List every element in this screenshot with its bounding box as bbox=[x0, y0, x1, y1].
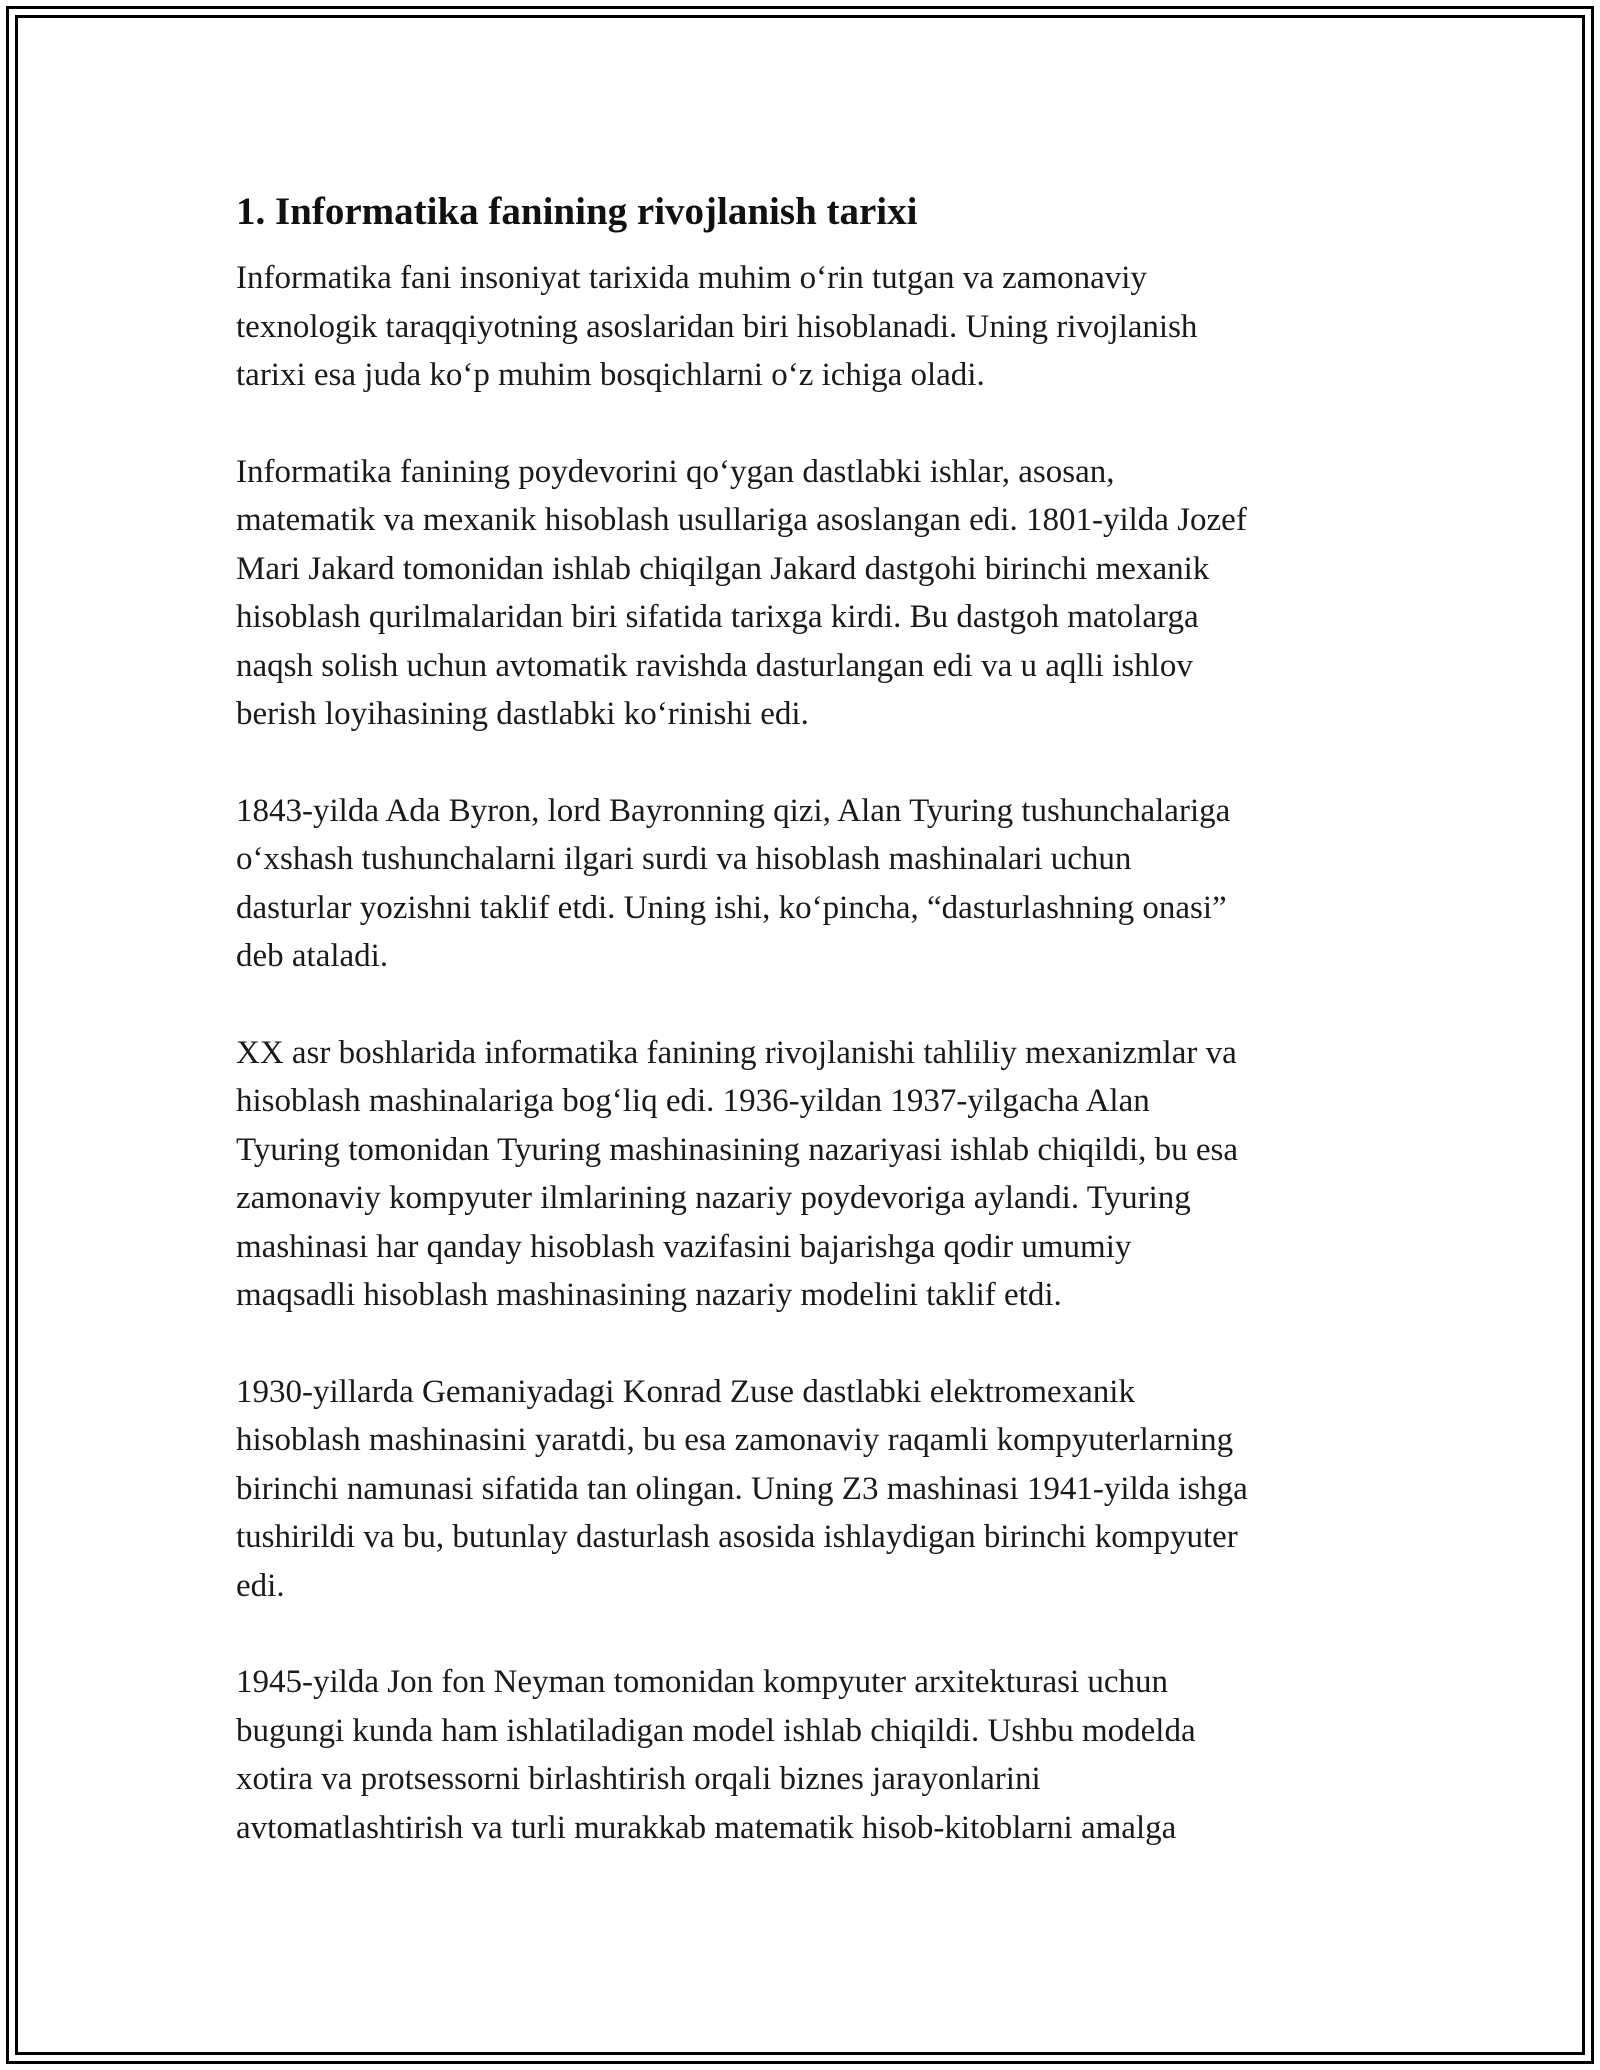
text-line: naqsh solish uchun avtomatik ravishda dasturlangan edi va u aqlli ishlov bbox=[236, 647, 1193, 684]
paragraph-1 bbox=[236, 254, 1386, 400]
text-line: Mari Jakard tomonidan ishlab chiqilgan Jakard dastgohi birinchi mexanik bbox=[236, 550, 1210, 587]
text-line: bugungi kunda ham ishlatiladigan model ishlab chiqildi. Ushbu modelda bbox=[236, 1712, 1196, 1749]
text-line: matematik va mexanik hisoblash usullariga asoslangan edi. 1801-yilda Jozef bbox=[236, 502, 1247, 538]
paragraph-4 bbox=[236, 1029, 1386, 1320]
text-line: tarixi esa juda ko‘p muhim bosqichlarni o‘z ichiga oladi. bbox=[236, 357, 985, 393]
paragraph-3 bbox=[236, 787, 1386, 981]
document-title: 1. Informatika fanining rivojlanish tarixi bbox=[236, 190, 918, 233]
text-line: hisoblash mashinasini yaratdi, bu esa zamonaviy raqamli kompyuterlarning bbox=[236, 1422, 1234, 1458]
text-line: maqsadli hisoblash mashinasining nazariy modelini taklif etdi. bbox=[236, 1277, 1062, 1313]
text-line: avtomatlashtirish va turli murakkab matematik hisob-kitoblarni amalga bbox=[236, 1809, 1177, 1846]
text-line: deb ataladi. bbox=[236, 938, 389, 974]
text-line: 1930-yillarda Gemaniyadagi Konrad Zuse dastlabki elektromexanik bbox=[236, 1373, 1135, 1410]
text-line: XX asr boshlarida informatika fanining rivojlanishi tahliliy mexanizmlar va bbox=[236, 1034, 1237, 1071]
text-line: 1843-yilda Ada Byron, lord Bayronning qizi, Alan Tyuring tushunchalariga bbox=[236, 792, 1231, 829]
paragraph-2 bbox=[236, 448, 1386, 739]
text-line: Informatika fanining poydevorini qo‘ygan dastlabki ishlar, asosan, bbox=[236, 453, 1115, 490]
document-body bbox=[236, 186, 1386, 1900]
text-line: texnologik taraqqiyotning asoslaridan biri hisoblanadi. Uning rivojlanish bbox=[236, 308, 1198, 345]
paragraph-6 bbox=[236, 1658, 1386, 1852]
text-line: o‘xshash tushunchalarni ilgari surdi va hisoblash mashinalari uchun bbox=[236, 841, 1132, 877]
text-line: dasturlar yozishni taklif etdi. Uning ishi, ko‘pincha, “dasturlashning onasi” bbox=[236, 889, 1227, 926]
text-line: xotira va protsessorni birlashtirish orqali biznes jarayonlarini bbox=[236, 1761, 1041, 1797]
text-line: Informatika fani insoniyat tarixida muhim o‘rin tutgan va zamonaviy bbox=[236, 260, 1147, 296]
text-line: Tyuring tomonidan Tyuring mashinasining nazariyasi ishlab chiqildi, bu esa bbox=[236, 1131, 1239, 1168]
text-line: mashinasi har qanday hisoblash vazifasini bajarishga qodir umumiy bbox=[236, 1228, 1132, 1265]
paragraph-5 bbox=[236, 1368, 1386, 1611]
text-line: edi. bbox=[236, 1567, 285, 1604]
text-line: birinchi namunasi sifatida tan olingan. Uning Z3 mashinasi 1941-yilda ishga bbox=[236, 1470, 1248, 1507]
text-line: hisoblash qurilmalaridan biri sifatida tarixga kirdi. Bu dastgoh matolarga bbox=[236, 599, 1199, 635]
text-line: tushirildi va bu, butunlay dasturlash asosida ishlaydigan birinchi kompyuter bbox=[236, 1519, 1238, 1555]
text-line: berish loyihasining dastlabki ko‘rinishi edi. bbox=[236, 696, 809, 732]
text-line: zamonaviy kompyuter ilmlarining nazariy poydevoriga aylandi. Tyuring bbox=[236, 1180, 1191, 1216]
text-line: 1945-yilda Jon fon Neyman tomonidan kompyuter arxitekturasi uchun bbox=[236, 1664, 1169, 1700]
text-line: hisoblash mashinalariga bog‘liq edi. 1936-yildan 1937-yilgacha Alan bbox=[236, 1083, 1150, 1119]
